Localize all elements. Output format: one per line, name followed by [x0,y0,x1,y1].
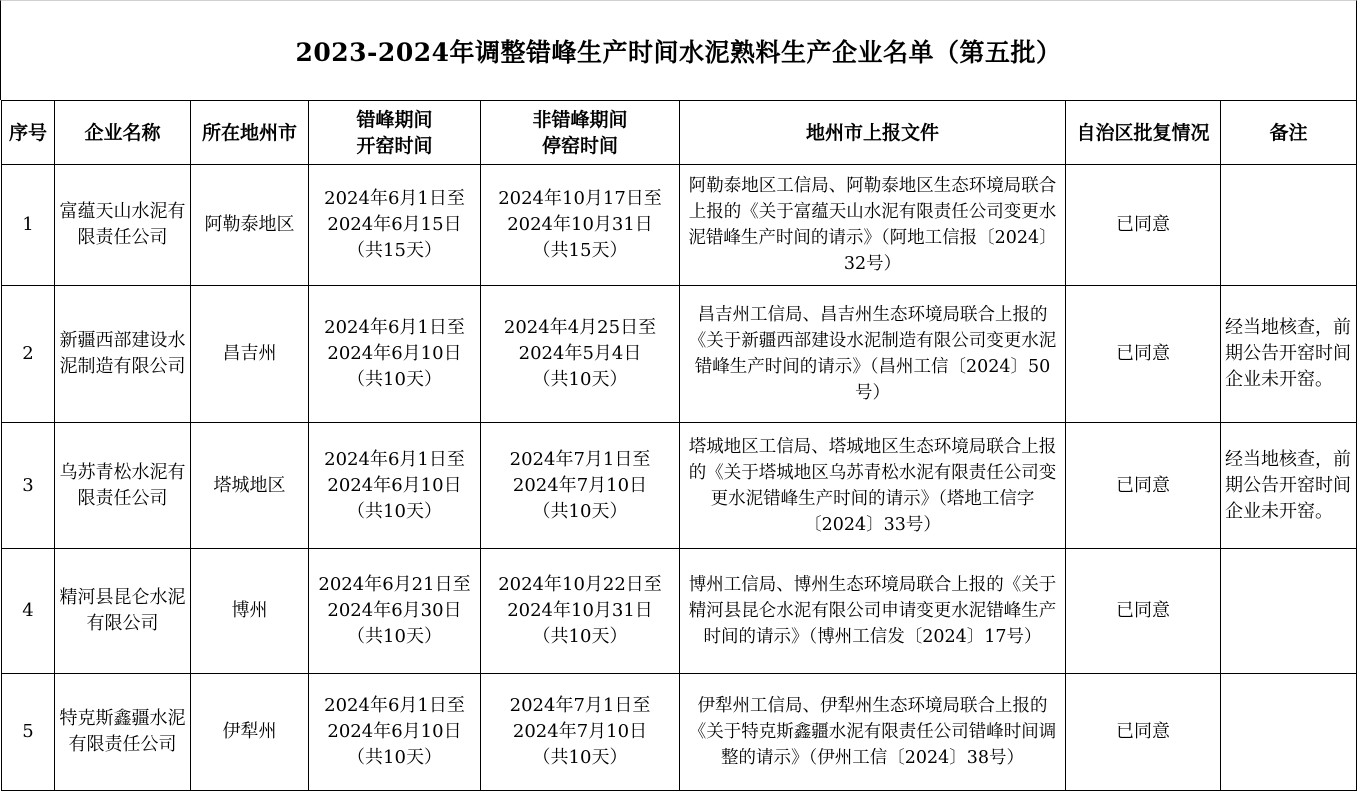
peak-days: （共10天） [347,747,442,768]
peak-end: 2024年6月10日 [327,343,462,364]
cell-note: 经当地核查，前期公告开窑时间企业未开窑。 [1221,286,1357,423]
cell-region: 阿勒泰地区 [191,165,309,286]
cell-company: 特克斯鑫疆水泥有限责任公司 [55,674,191,791]
company-table [1,100,1357,791]
cell-document: 博州工信局、博州生态环境局联合上报的《关于精河县昆仑水泥有限公司申请变更水泥错峰生产时间的请示》（博州工信发〔2024〕17号） [680,549,1066,674]
peak-start: 2024年6月1日至 [324,448,465,470]
cell-offpeak [481,674,680,791]
off-start: 2024年4月25日至 [503,317,657,338]
header-note: 备注 [1221,101,1357,165]
cell-note: 经当地核查，前期公告开窑时间企业未开窑。 [1221,423,1357,549]
cell-company: 新疆西部建设水泥制造有限公司 [55,286,191,423]
cell-note [1221,674,1357,791]
off-start: 2024年7月1日至 [509,695,651,716]
cell-seq: 5 [2,674,55,791]
cell-region: 昌吉州 [191,286,309,423]
header-offpeak-line1: 非错峰期间 [532,108,628,131]
header-peak [309,101,481,165]
peak-start: 2024年6月1日至 [324,695,465,716]
table-row [2,674,1357,791]
cell-seq: 2 [2,286,55,423]
off-days: （共10天） [532,747,628,768]
cell-approval: 已同意 [1066,165,1221,286]
off-days: （共10天） [532,369,628,390]
peak-days: （共10天） [347,500,442,522]
cell-offpeak [481,549,680,674]
cell-peak [309,549,481,674]
header-seq: 序号 [2,101,55,165]
off-end: 2024年7月10日 [512,721,648,742]
table-row [2,165,1357,286]
peak-days: （共10天） [347,626,442,647]
title-bar [0,0,1357,100]
table-row [2,423,1357,549]
cell-approval: 已同意 [1066,674,1221,791]
cell-approval: 已同意 [1066,549,1221,674]
cell-seq: 4 [2,549,55,674]
cell-approval: 已同意 [1066,286,1221,423]
header-region: 所在地州市 [191,101,309,165]
peak-end: 2024年6月30日 [327,600,462,621]
peak-start: 2024年6月1日至 [324,317,465,338]
cell-region: 博州 [191,549,309,674]
peak-end: 2024年6月10日 [327,474,462,496]
peak-end: 2024年6月15日 [327,214,462,235]
header-document: 地州市上报文件 [680,101,1066,165]
off-end: 2024年7月10日 [512,474,648,496]
header-company: 企业名称 [55,101,191,165]
cell-peak [309,423,481,549]
off-days: （共10天） [532,626,628,647]
off-start: 2024年10月17日至 [498,188,662,209]
cell-note [1221,165,1357,286]
cell-document: 昌吉州工信局、昌吉州生态环境局联合上报的《关于新疆西部建设水泥制造有限公司变更水泥错峰生产时间的请示》（昌州工信〔2024〕50号） [680,286,1066,423]
cell-document: 塔城地区工信局、塔城地区生态环境局联合上报的《关于塔城地区乌苏青松水泥有限责任公司变更水泥错峰生产时间的请示》（塔地工信字〔2024〕33号） [680,423,1066,549]
peak-start: 2024年6月1日至 [324,188,465,209]
table-row [2,549,1357,674]
off-end: 2024年10月31日 [507,600,653,621]
cell-offpeak [481,286,680,423]
cell-approval: 已同意 [1066,423,1221,549]
cell-peak [309,165,481,286]
cell-region: 塔城地区 [191,423,309,549]
header-peak-line1: 错峰期间 [356,108,433,131]
off-start: 2024年7月1日至 [509,448,651,470]
cell-document: 阿勒泰地区工信局、阿勒泰地区生态环境局联合上报的《关于富蕴天山水泥有限责任公司变更水泥错峰生产时间的请示》（阿地工信报〔2024〕32号） [680,165,1066,286]
cell-offpeak [481,423,680,549]
peak-days: （共10天） [347,369,442,390]
cell-company: 精河县昆仑水泥有限公司 [55,549,191,674]
off-days: （共15天） [532,240,628,261]
cell-company: 乌苏青松水泥有限责任公司 [55,423,191,549]
cell-seq: 3 [2,423,55,549]
off-start: 2024年10月22日至 [498,574,662,595]
cell-peak [309,674,481,791]
cell-offpeak [481,165,680,286]
peak-start: 2024年6月21日至 [318,574,471,595]
header-approval: 自治区批复情况 [1066,101,1221,165]
cell-document: 伊犁州工信局、伊犁州生态环境局联合上报的《关于特克斯鑫疆水泥有限责任公司错峰时间调整的请示》（伊州工信〔2024〕38号） [680,674,1066,791]
cell-region: 伊犁州 [191,674,309,791]
cell-company: 富蕴天山水泥有限责任公司 [55,165,191,286]
off-end: 2024年5月4日 [518,343,642,364]
peak-end: 2024年6月10日 [327,721,462,742]
header-row [2,101,1357,165]
cell-note [1221,549,1357,674]
page-title: 2023-2024年调整错峰生产时间水泥熟料生产企业名单（第五批） [295,37,1062,67]
cell-seq: 1 [2,165,55,286]
peak-days: （共15天） [347,240,442,261]
header-offpeak-line2: 停窑时间 [541,134,618,157]
off-days: （共10天） [532,500,628,522]
cell-peak [309,286,481,423]
header-offpeak [481,101,680,165]
header-peak-line2: 开窑时间 [356,134,433,157]
off-end: 2024年10月31日 [507,214,653,235]
table-row [2,286,1357,423]
